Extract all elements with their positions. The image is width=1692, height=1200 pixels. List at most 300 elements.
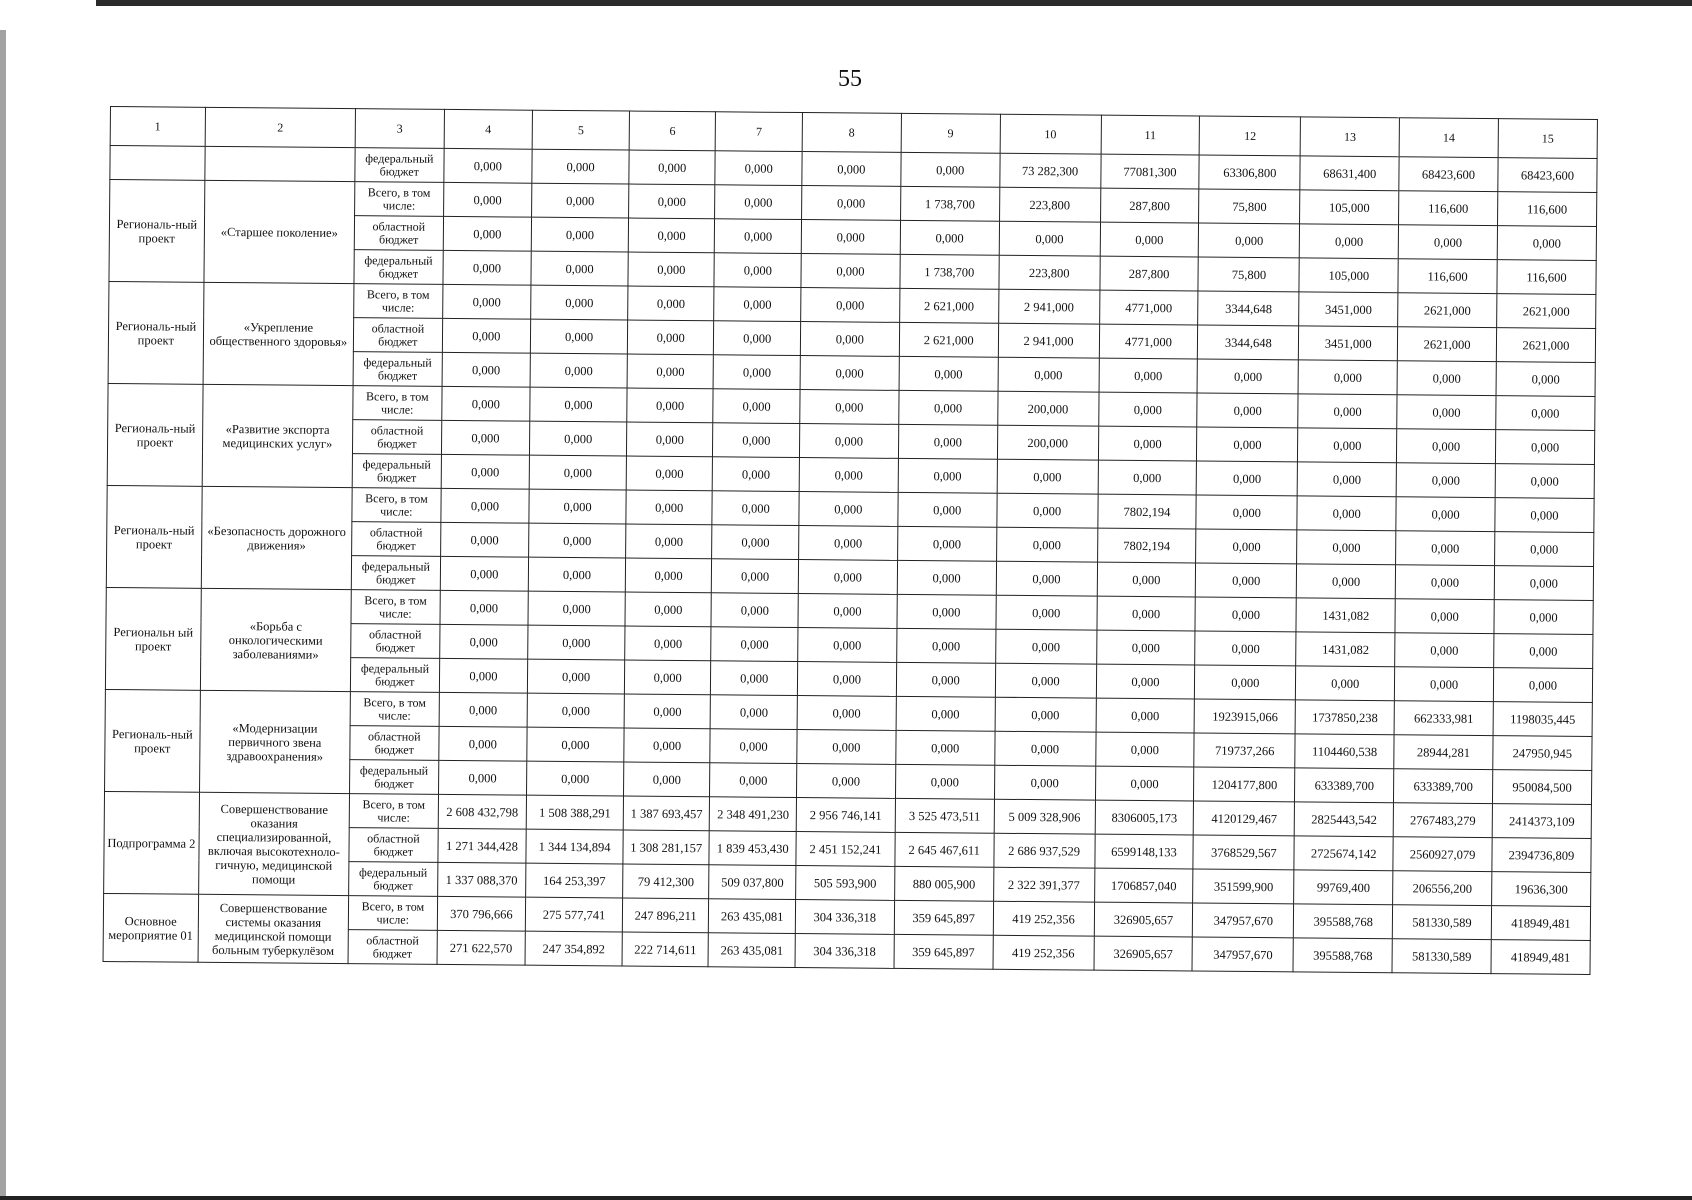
value-cell: 419 252,356	[993, 935, 1094, 970]
value-cell: 0,000	[1395, 599, 1494, 634]
column-header: 5	[532, 110, 629, 150]
value-cell: 0,000	[442, 318, 531, 353]
column-header: 9	[901, 113, 1000, 153]
funding-source-cell: федеральный бюджет	[354, 250, 443, 285]
value-cell: 0,000	[527, 727, 624, 762]
value-cell: 0,000	[898, 424, 997, 459]
value-cell: 0,000	[1195, 665, 1296, 700]
value-cell: 0,000	[1196, 495, 1297, 530]
value-cell: 0,000	[897, 594, 996, 629]
value-cell: 206556,200	[1393, 871, 1492, 906]
value-cell: 116,600	[1498, 192, 1597, 227]
value-cell: 581330,589	[1392, 939, 1491, 974]
scan-border-left	[0, 30, 6, 1200]
value-cell: 2 941,000	[998, 323, 1099, 358]
value-cell: 1 839 453,430	[709, 831, 796, 866]
value-cell: 0,000	[710, 763, 797, 798]
value-cell: 0,000	[1493, 668, 1592, 703]
value-cell: 0,000	[1298, 360, 1397, 395]
funding-source-cell: областной бюджет	[350, 726, 439, 761]
value-cell: 0,000	[441, 488, 530, 523]
value-cell: 0,000	[1496, 362, 1595, 397]
funding-source-cell: областной бюджет	[352, 522, 441, 557]
value-cell: 0,000	[1297, 462, 1396, 497]
value-cell: 2560927,079	[1393, 837, 1492, 872]
value-cell: 0,000	[995, 629, 1096, 664]
value-cell: 0,000	[1395, 565, 1494, 600]
value-cell: 0,000	[898, 458, 997, 493]
value-cell: 0,000	[1396, 531, 1495, 566]
value-cell: 662333,981	[1394, 701, 1493, 736]
value-cell: 880 005,900	[894, 866, 993, 901]
value-cell: 2 941,000	[998, 289, 1099, 324]
value-cell: 359 645,897	[894, 900, 993, 935]
value-cell: 0,000	[438, 726, 527, 761]
value-cell: 0,000	[1494, 566, 1593, 601]
value-cell: 0,000	[625, 592, 712, 627]
value-cell: 0,000	[441, 386, 530, 421]
value-cell: 7802,194	[1097, 494, 1196, 529]
project-name-cell	[205, 146, 356, 181]
value-cell: 0,000	[629, 184, 716, 219]
funding-source-cell: федеральный бюджет	[353, 352, 442, 387]
value-cell: 351599,900	[1193, 869, 1294, 904]
value-cell: 1431,082	[1296, 598, 1395, 633]
value-cell: 0,000	[1495, 464, 1594, 499]
value-cell: 950084,500	[1492, 770, 1591, 805]
value-cell: 0,000	[799, 458, 898, 493]
value-cell: 0,000	[1099, 358, 1198, 393]
value-cell: 116,600	[1398, 259, 1497, 294]
value-cell: 4771,000	[1099, 324, 1198, 359]
value-cell: 77081,300	[1100, 154, 1199, 189]
value-cell: 1 738,700	[900, 186, 999, 221]
value-cell: 1923915,066	[1194, 699, 1295, 734]
value-cell: 0,000	[801, 254, 900, 289]
value-cell: 0,000	[1297, 564, 1396, 599]
funding-source-cell: Всего, в том числе:	[352, 488, 441, 523]
value-cell: 0,000	[798, 594, 897, 629]
value-cell: 73 282,300	[999, 153, 1100, 188]
project-name-cell: «Борьба с онкологическими заболеваниями»	[200, 588, 351, 691]
value-cell: 0,000	[1095, 766, 1194, 801]
value-cell: 0,000	[532, 149, 629, 184]
value-cell: 509 037,800	[709, 865, 796, 900]
value-cell: 223,800	[999, 187, 1100, 222]
value-cell: 0,000	[713, 457, 800, 492]
funding-source-cell: федеральный бюджет	[352, 454, 441, 489]
value-cell: 0,000	[529, 455, 626, 490]
funding-source-cell: федеральный бюджет	[351, 556, 440, 591]
value-cell: 263 435,081	[708, 933, 795, 968]
value-cell: 1 738,700	[900, 254, 999, 289]
value-cell: 0,000	[1296, 666, 1395, 701]
program-cell: Региональ-ный проект	[106, 485, 202, 588]
value-cell: 4771,000	[1099, 290, 1198, 325]
value-cell: 75,800	[1198, 257, 1299, 292]
value-cell: 247 896,211	[622, 898, 709, 933]
value-cell: 223,800	[999, 255, 1100, 290]
scan-border-top	[96, 0, 1692, 6]
value-cell: 0,000	[1095, 732, 1194, 767]
project-name-cell: «Модернизации первичного звена здравоохранения»	[199, 690, 350, 793]
column-header: 12	[1200, 116, 1301, 156]
value-cell: 0,000	[627, 388, 714, 423]
value-cell: 3344,648	[1198, 291, 1299, 326]
value-cell: 19636,300	[1492, 872, 1591, 907]
value-cell: 2 608 432,798	[438, 794, 527, 829]
value-cell: 6599148,133	[1094, 834, 1193, 869]
value-cell: 0,000	[796, 764, 895, 799]
value-cell: 0,000	[1497, 226, 1596, 261]
value-cell: 0,000	[714, 253, 801, 288]
value-cell: 1 344 134,894	[526, 829, 623, 864]
funding-source-cell: областной бюджет	[354, 216, 443, 251]
column-header: 15	[1498, 119, 1597, 159]
value-cell: 0,000	[1195, 631, 1296, 666]
value-cell: 2621,000	[1497, 294, 1596, 329]
value-cell: 0,000	[531, 251, 628, 286]
value-cell: 0,000	[896, 662, 995, 697]
program-cell: Основное мероприятие 01	[103, 893, 198, 962]
project-name-cell: Совершенствование оказания специализированной, включая высокотехноло-гичную, медицинской помощи	[198, 792, 349, 895]
value-cell: 2414373,109	[1492, 804, 1591, 839]
value-cell: 200,000	[997, 425, 1098, 460]
value-cell: 0,000	[1097, 562, 1196, 597]
value-cell: 0,000	[531, 285, 628, 320]
value-cell: 0,000	[999, 221, 1100, 256]
value-cell: 4120129,467	[1194, 801, 1295, 836]
value-cell: 0,000	[1199, 223, 1300, 258]
value-cell: 0,000	[995, 663, 1096, 698]
value-cell: 99769,400	[1294, 870, 1393, 905]
value-cell: 0,000	[443, 182, 532, 217]
value-cell: 68631,400	[1300, 156, 1399, 191]
column-header: 1	[110, 107, 205, 147]
value-cell: 116,600	[1399, 191, 1498, 226]
value-cell: 0,000	[800, 390, 899, 425]
value-cell: 0,000	[1396, 463, 1495, 498]
value-cell: 0,000	[623, 762, 710, 797]
value-cell: 0,000	[443, 216, 532, 251]
value-cell: 0,000	[529, 523, 626, 558]
value-cell: 395588,768	[1293, 938, 1392, 973]
value-cell: 0,000	[711, 593, 798, 628]
value-cell: 0,000	[1298, 428, 1397, 463]
value-cell: 164 253,397	[526, 863, 623, 898]
value-cell: 0,000	[802, 152, 901, 187]
value-cell: 0,000	[712, 559, 799, 594]
value-cell: 2 348 491,230	[710, 797, 797, 832]
value-cell: 0,000	[797, 662, 896, 697]
value-cell: 0,000	[530, 387, 627, 422]
value-cell: 0,000	[625, 626, 712, 661]
value-cell: 0,000	[439, 658, 528, 693]
funding-source-cell: Всего, в том числе:	[349, 794, 438, 829]
funding-source-cell: Всего, в том числе:	[351, 590, 440, 625]
value-cell: 0,000	[1197, 461, 1298, 496]
value-cell: 0,000	[711, 695, 798, 730]
value-cell: 0,000	[1195, 597, 1296, 632]
column-header: 14	[1399, 118, 1498, 158]
column-header: 3	[355, 109, 444, 149]
value-cell: 0,000	[802, 186, 901, 221]
value-cell: 0,000	[529, 489, 626, 524]
value-cell: 0,000	[626, 456, 713, 491]
value-cell: 0,000	[994, 731, 1095, 766]
value-cell: 1104460,538	[1295, 734, 1394, 769]
value-cell: 0,000	[1098, 460, 1197, 495]
value-cell: 0,000	[626, 524, 713, 559]
value-cell: 0,000	[530, 421, 627, 456]
value-cell: 0,000	[1098, 392, 1197, 427]
value-cell: 0,000	[439, 624, 528, 659]
value-cell: 1204177,800	[1194, 767, 1295, 802]
value-cell: 0,000	[996, 595, 1097, 630]
value-cell: 347957,670	[1192, 937, 1293, 972]
value-cell: 0,000	[1397, 395, 1496, 430]
value-cell: 0,000	[1100, 222, 1199, 257]
value-cell: 0,000	[1396, 497, 1495, 532]
value-cell: 0,000	[438, 760, 527, 795]
program-cell: Региональн ый проект	[105, 587, 201, 690]
value-cell: 271 622,570	[437, 930, 526, 965]
funding-source-cell: Всего, в том числе:	[354, 284, 443, 319]
value-cell: 0,000	[714, 355, 801, 390]
value-cell: 116,600	[1497, 260, 1596, 295]
value-cell: 1 308 281,157	[623, 830, 710, 865]
value-cell: 2767483,279	[1393, 803, 1492, 838]
value-cell: 1 508 388,291	[526, 795, 623, 830]
value-cell: 0,000	[442, 352, 531, 387]
value-cell: 0,000	[624, 728, 711, 763]
value-cell: 7802,194	[1097, 528, 1196, 563]
value-cell: 1198035,445	[1493, 702, 1592, 737]
value-cell: 0,000	[443, 250, 532, 285]
value-cell: 3344,648	[1198, 325, 1299, 360]
value-cell: 0,000	[710, 729, 797, 764]
value-cell: 68423,600	[1399, 157, 1498, 192]
value-cell: 0,000	[627, 320, 714, 355]
funding-source-cell: Всего, в том числе:	[355, 182, 444, 217]
value-cell: 0,000	[712, 525, 799, 560]
value-cell: 0,000	[528, 625, 625, 660]
value-cell: 0,000	[712, 491, 799, 526]
project-name-cell: «Укрепление общественного здоровья»	[203, 282, 354, 385]
value-cell: 0,000	[528, 557, 625, 592]
value-cell: 0,000	[1395, 667, 1494, 702]
value-cell: 0,000	[799, 492, 898, 527]
value-cell: 0,000	[627, 354, 714, 389]
value-cell: 0,000	[798, 628, 897, 663]
value-cell: 0,000	[1096, 630, 1195, 665]
value-cell: 0,000	[995, 697, 1096, 732]
value-cell: 0,000	[996, 527, 1097, 562]
value-cell: 0,000	[629, 150, 716, 185]
value-cell: 0,000	[443, 148, 532, 183]
value-cell: 0,000	[439, 692, 528, 727]
column-header: 11	[1101, 115, 1200, 155]
value-cell: 0,000	[899, 390, 998, 425]
value-cell: 1 387 693,457	[623, 796, 710, 831]
value-cell: 0,000	[1496, 396, 1595, 431]
column-header: 6	[629, 111, 716, 151]
value-cell: 0,000	[714, 287, 801, 322]
funding-source-cell: Всего, в том числе:	[348, 896, 437, 931]
scan-border-bottom	[0, 1196, 1692, 1200]
value-cell: 0,000	[901, 152, 1000, 187]
value-cell: 0,000	[1495, 430, 1594, 465]
value-cell: 0,000	[532, 183, 629, 218]
value-cell: 304 336,318	[795, 900, 894, 935]
value-cell: 0,000	[1196, 529, 1297, 564]
value-cell: 2725674,142	[1294, 836, 1393, 871]
value-cell: 0,000	[797, 730, 896, 765]
funding-source-cell: областной бюджет	[348, 930, 437, 965]
value-cell: 0,000	[1197, 393, 1298, 428]
value-cell: 79 412,300	[623, 864, 710, 899]
value-cell: 0,000	[713, 423, 800, 458]
value-cell: 0,000	[799, 424, 898, 459]
value-cell: 0,000	[624, 660, 711, 695]
budget-table	[103, 106, 1598, 975]
value-cell: 2621,000	[1496, 328, 1595, 363]
value-cell: 0,000	[441, 454, 530, 489]
value-cell: 419 252,356	[993, 901, 1094, 936]
value-cell: 0,000	[1096, 698, 1195, 733]
project-name-cell: Совершенствование системы оказания медицинской помощи больным туберкулёзом	[198, 894, 349, 963]
value-cell: 68423,600	[1498, 158, 1597, 193]
value-cell: 0,000	[1197, 427, 1298, 462]
value-cell: 0,000	[531, 217, 628, 252]
value-cell: 287,800	[1100, 188, 1199, 223]
program-cell: Региональ-ный проект	[107, 383, 203, 486]
value-cell: 222 714,611	[622, 932, 709, 967]
value-cell: 0,000	[1096, 664, 1195, 699]
value-cell: 263 435,081	[709, 899, 796, 934]
value-cell: 3768529,567	[1193, 835, 1294, 870]
value-cell: 0,000	[801, 288, 900, 323]
value-cell: 0,000	[715, 219, 802, 254]
column-header: 13	[1300, 117, 1399, 157]
value-cell: 247 354,892	[525, 931, 622, 966]
value-cell: 105,000	[1300, 190, 1399, 225]
value-cell: 0,000	[713, 389, 800, 424]
value-cell: 326905,657	[1094, 936, 1193, 971]
value-cell: 2621,000	[1397, 327, 1496, 362]
value-cell: 0,000	[896, 628, 995, 663]
column-header: 7	[716, 112, 803, 152]
project-name-cell: «Развитие экспорта медицинских услуг»	[202, 384, 353, 487]
value-cell: 0,000	[442, 284, 531, 319]
value-cell: 2 621,000	[899, 322, 998, 357]
value-cell: 0,000	[896, 730, 995, 765]
value-cell: 0,000	[626, 490, 713, 525]
value-cell: 0,000	[1098, 426, 1197, 461]
program-cell: Региональ-ный проект	[105, 689, 201, 792]
program-cell	[110, 146, 205, 181]
value-cell: 0,000	[528, 591, 625, 626]
value-cell: 0,000	[997, 459, 1098, 494]
value-cell: 0,000	[711, 627, 798, 662]
program-cell: Региональ-ный проект	[108, 281, 204, 384]
value-cell: 2 621,000	[899, 288, 998, 323]
value-cell: 0,000	[441, 420, 530, 455]
value-cell: 275 577,741	[525, 897, 622, 932]
funding-source-cell: федеральный бюджет	[355, 148, 444, 183]
column-header: 2	[205, 107, 356, 147]
value-cell: 8306005,173	[1095, 800, 1194, 835]
value-cell: 0,000	[1097, 596, 1196, 631]
value-cell: 0,000	[1395, 633, 1494, 668]
value-cell: 2 322 391,377	[993, 867, 1094, 902]
value-cell: 347957,670	[1193, 903, 1294, 938]
value-cell: 0,000	[1297, 530, 1396, 565]
value-cell: 505 593,900	[796, 866, 895, 901]
value-cell: 2 451 152,241	[796, 832, 895, 867]
value-cell: 5 009 328,906	[994, 799, 1095, 834]
value-cell: 418949,481	[1491, 906, 1590, 941]
value-cell: 2825443,542	[1294, 802, 1393, 837]
value-cell: 633389,700	[1394, 769, 1493, 804]
value-cell: 0,000	[626, 422, 713, 457]
value-cell: 0,000	[998, 357, 1099, 392]
value-cell: 287,800	[1099, 256, 1198, 291]
value-cell: 0,000	[997, 493, 1098, 528]
value-cell: 0,000	[624, 694, 711, 729]
value-cell: 0,000	[994, 765, 1095, 800]
funding-source-cell: Всего, в том числе:	[353, 386, 442, 421]
value-cell: 0,000	[530, 353, 627, 388]
table-body	[103, 107, 1597, 975]
value-cell: 0,000	[1298, 394, 1397, 429]
funding-source-cell: областной бюджет	[353, 420, 442, 455]
value-cell: 75,800	[1199, 189, 1300, 224]
funding-source-cell: областной бюджет	[351, 624, 440, 659]
column-header: 4	[444, 109, 533, 149]
value-cell: 359 645,897	[894, 934, 993, 969]
value-cell: 28944,281	[1394, 735, 1493, 770]
value-cell: 2 686 937,529	[994, 833, 1095, 868]
value-cell: 2394736,809	[1492, 838, 1591, 873]
value-cell: 0,000	[440, 590, 529, 625]
value-cell: 0,000	[715, 185, 802, 220]
value-cell: 0,000	[1197, 359, 1298, 394]
value-cell: 0,000	[897, 560, 996, 595]
value-cell: 2 645 467,611	[895, 832, 994, 867]
value-cell: 0,000	[1397, 361, 1496, 396]
value-cell: 3 525 473,511	[895, 798, 994, 833]
value-cell: 0,000	[896, 696, 995, 731]
value-cell: 0,000	[1494, 600, 1593, 635]
column-header: 8	[802, 113, 901, 153]
value-cell: 0,000	[799, 526, 898, 561]
value-cell: 0,000	[899, 356, 998, 391]
funding-source-cell: областной бюджет	[353, 318, 442, 353]
value-cell: 0,000	[628, 286, 715, 321]
funding-source-cell: Всего, в том числе:	[350, 692, 439, 727]
value-cell: 0,000	[797, 696, 896, 731]
value-cell: 0,000	[528, 659, 625, 694]
value-cell: 1431,082	[1296, 632, 1395, 667]
value-cell: 0,000	[1397, 429, 1496, 464]
value-cell: 0,000	[628, 252, 715, 287]
value-cell: 633389,700	[1295, 768, 1394, 803]
value-cell: 0,000	[1495, 532, 1594, 567]
value-cell: 0,000	[895, 764, 994, 799]
value-cell: 3451,000	[1299, 326, 1398, 361]
column-header: 10	[1000, 114, 1101, 154]
